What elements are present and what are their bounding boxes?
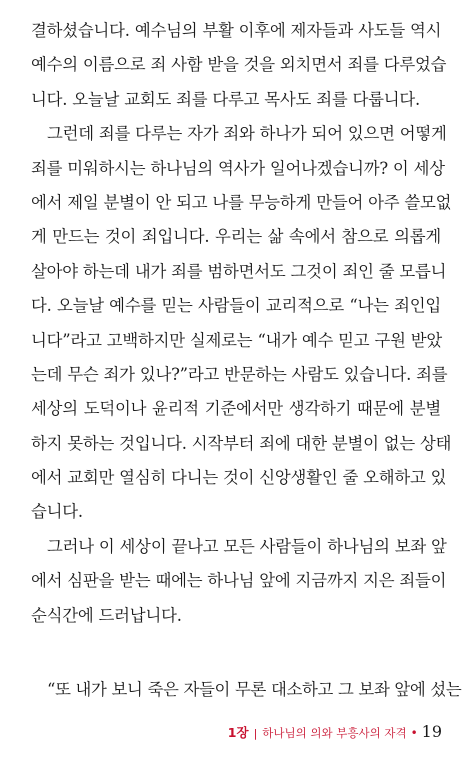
chapter-number: 1장 <box>227 725 249 740</box>
paragraph-gap <box>31 633 441 673</box>
page-number: 19 <box>421 722 442 741</box>
text-line: 에서 제일 분별이 안 되고 나를 무능하게 만들어 아주 쓸모없 <box>31 192 452 212</box>
text-line: 다. 오늘날 예수를 믿는 사람들이 교리적으로 “나는 죄인입 <box>31 296 441 316</box>
text-line: 순식간에 드러납니다. <box>31 605 182 625</box>
paragraph-2 <box>31 117 452 530</box>
text-line: 니다”라고 고백하지만 실제로는 “내가 예수 믿고 구원 받았 <box>31 330 442 350</box>
text-line: 게 만드는 것이 죄입니다. 우리는 삶 속에서 참으로 의롭게 <box>31 227 441 247</box>
text-line: 결하셨습니다. 예수님의 부활 이후에 제자들과 사도들 역시 <box>31 21 442 40</box>
text-line: 그런데 죄를 다루는 자가 죄와 하나가 되어 있으면 어떻게 <box>47 124 447 144</box>
scripture-quote <box>31 673 462 707</box>
page-body <box>31 14 462 707</box>
quote-line: “또 내가 보니 죽은 자들이 무론 대소하고 그 보좌 앞에 섰는 <box>47 680 462 700</box>
text-line: 살아야 하는데 내가 죄를 범하면서도 그것이 죄인 줄 모릅니 <box>31 261 447 281</box>
text-line: 세상의 도덕이나 윤리적 기준에서만 생각하기 때문에 분별 <box>31 399 441 419</box>
text-line: 예수의 이름으로 죄 사함 받을 것을 외치면서 죄를 다루었습 <box>31 55 447 75</box>
text-line: 니다. 오늘날 교회도 죄를 다루고 목사도 죄를 다룹니다. <box>31 89 421 109</box>
text-line: 그러나 이 세상이 끝나고 모든 사람들이 하나님의 보좌 앞 <box>47 536 447 556</box>
footer-separator: | <box>253 727 258 740</box>
text-line: 에서 심판을 받는 때에는 하나님 앞에 지금까지 지은 죄들이 <box>31 571 447 591</box>
text-line: 는데 무슨 죄가 있나?”라고 반문하는 사람도 있습니다. 죄를 <box>31 364 448 384</box>
text-line: 습니다. <box>31 502 83 522</box>
chapter-title: 하나님의 의와 부흥사의 자격 <box>262 726 407 740</box>
page-footer <box>228 722 442 741</box>
text-line: 죄를 미워하시는 하나님의 역사가 일어나겠습니까? 이 세상 <box>31 158 445 178</box>
paragraph-3 <box>31 530 447 633</box>
paragraph-1 <box>31 14 447 117</box>
text-line: 하지 못하는 것입니다. 시작부터 죄에 대한 분별이 없는 상태 <box>31 433 452 453</box>
bullet-dot: • <box>410 726 418 740</box>
text-line: 에서 교회만 열심히 다니는 것이 신앙생활인 줄 오해하고 있 <box>31 468 447 488</box>
